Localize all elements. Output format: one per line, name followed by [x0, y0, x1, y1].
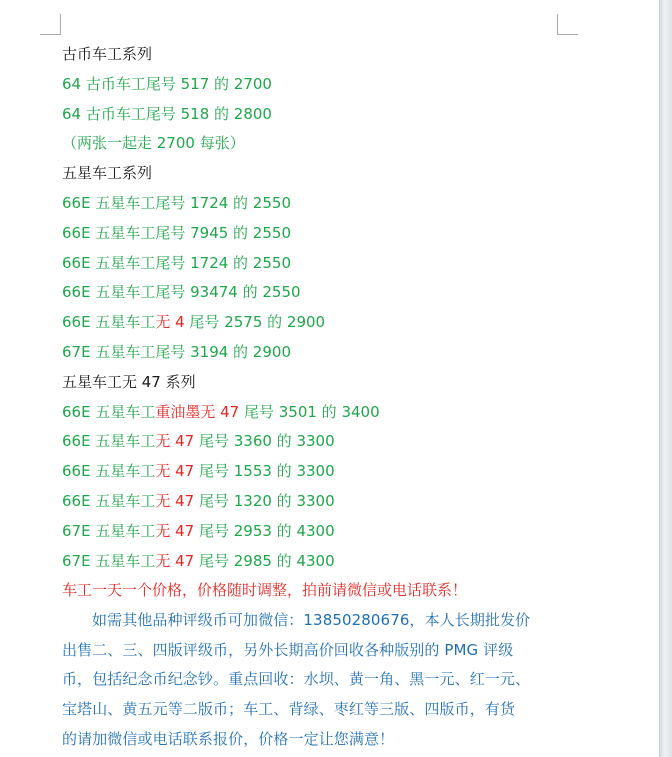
- item-prefix: 66E 五星车工: [62, 313, 156, 332]
- item-highlight: 重油墨无 47: [155, 402, 240, 421]
- item-suffix: 尾号 1553 的 3300: [194, 462, 335, 481]
- window-right-edge[interactable]: [659, 0, 672, 757]
- section-title-gubi: 古币车工系列: [62, 45, 153, 63]
- list-item: 66E 五星车工尾号 7945 的 2550: [62, 223, 291, 242]
- section-title-wuxing: 五星车工系列: [62, 164, 153, 183]
- item-suffix: 尾号 2575 的 2900: [184, 313, 326, 332]
- list-item: 66E 五星车工尾号 1724 的 2550: [62, 253, 291, 272]
- paragraph-line: 如需其他品种评级币可加微信：13850280676，本人长期批发价: [92, 611, 531, 630]
- item-prefix: 66E 五星车工: [62, 402, 156, 421]
- item-prefix: 66E 五星车工: [62, 462, 156, 481]
- margin-corner-top-right: [557, 14, 578, 35]
- margin-corner-top-left: [40, 14, 61, 35]
- list-item: [62, 487, 572, 517]
- item-highlight: 无 47: [155, 551, 195, 570]
- item-highlight: 无 47: [155, 432, 195, 451]
- paragraph-line: 宝塔山、黄五元等二版币；车工、背绿、枣红等三版、四版币，有货: [62, 699, 516, 718]
- list-item: 66E 五星车工尾号 1724 的 2550: [62, 193, 291, 212]
- list-item: [62, 427, 572, 457]
- list-item: [62, 308, 572, 338]
- document-body[interactable]: [62, 40, 572, 754]
- item-prefix: 67E 五星车工: [62, 521, 156, 540]
- list-item: 64 古币车工尾号 517 的 2700: [62, 74, 272, 93]
- item-suffix: 尾号 3501 的 3400: [239, 402, 380, 421]
- paragraph-line: 的请加微信或电话联系报价，价格一定让您满意！: [62, 729, 395, 748]
- paragraph-line: 出售二、三、四版评级币，另外长期高价回收各种版别的 PMG 评级: [62, 640, 514, 659]
- list-item: [62, 457, 572, 487]
- price-notice: 车工一天一个价格，价格随时调整，拍前请微信或电话联系！: [62, 581, 468, 600]
- section-title-wu47: 五星车工无 47 系列: [62, 372, 196, 391]
- section-note: （两张一起走 2700 每张）: [62, 134, 245, 153]
- list-item: 66E 五星车工尾号 93474 的 2550: [62, 283, 301, 302]
- item-highlight: 无 4: [155, 313, 185, 332]
- item-highlight: 无 47: [155, 521, 195, 540]
- item-prefix: 67E 五星车工: [62, 551, 156, 570]
- paragraph-line: 币，包括纪念币纪念钞。重点回收：水坝、黄一角、黑一元、红一元、: [62, 670, 531, 689]
- item-suffix: 尾号 2953 的 4300: [194, 521, 335, 540]
- item-highlight: 无 47: [155, 462, 195, 481]
- item-suffix: 尾号 2985 的 4300: [194, 551, 335, 570]
- list-item: 64 古币车工尾号 518 的 2800: [62, 104, 272, 123]
- item-highlight: 无 47: [155, 491, 195, 510]
- item-suffix: 尾号 1320 的 3300: [194, 491, 335, 510]
- item-prefix: 66E 五星车工: [62, 491, 156, 510]
- list-item: [62, 398, 572, 428]
- list-item: [62, 517, 572, 547]
- item-prefix: 66E 五星车工: [62, 432, 156, 451]
- list-item: 67E 五星车工尾号 3194 的 2900: [62, 342, 291, 361]
- item-suffix: 尾号 3360 的 3300: [194, 432, 335, 451]
- list-item: [62, 547, 572, 577]
- contact-paragraph: [62, 606, 567, 754]
